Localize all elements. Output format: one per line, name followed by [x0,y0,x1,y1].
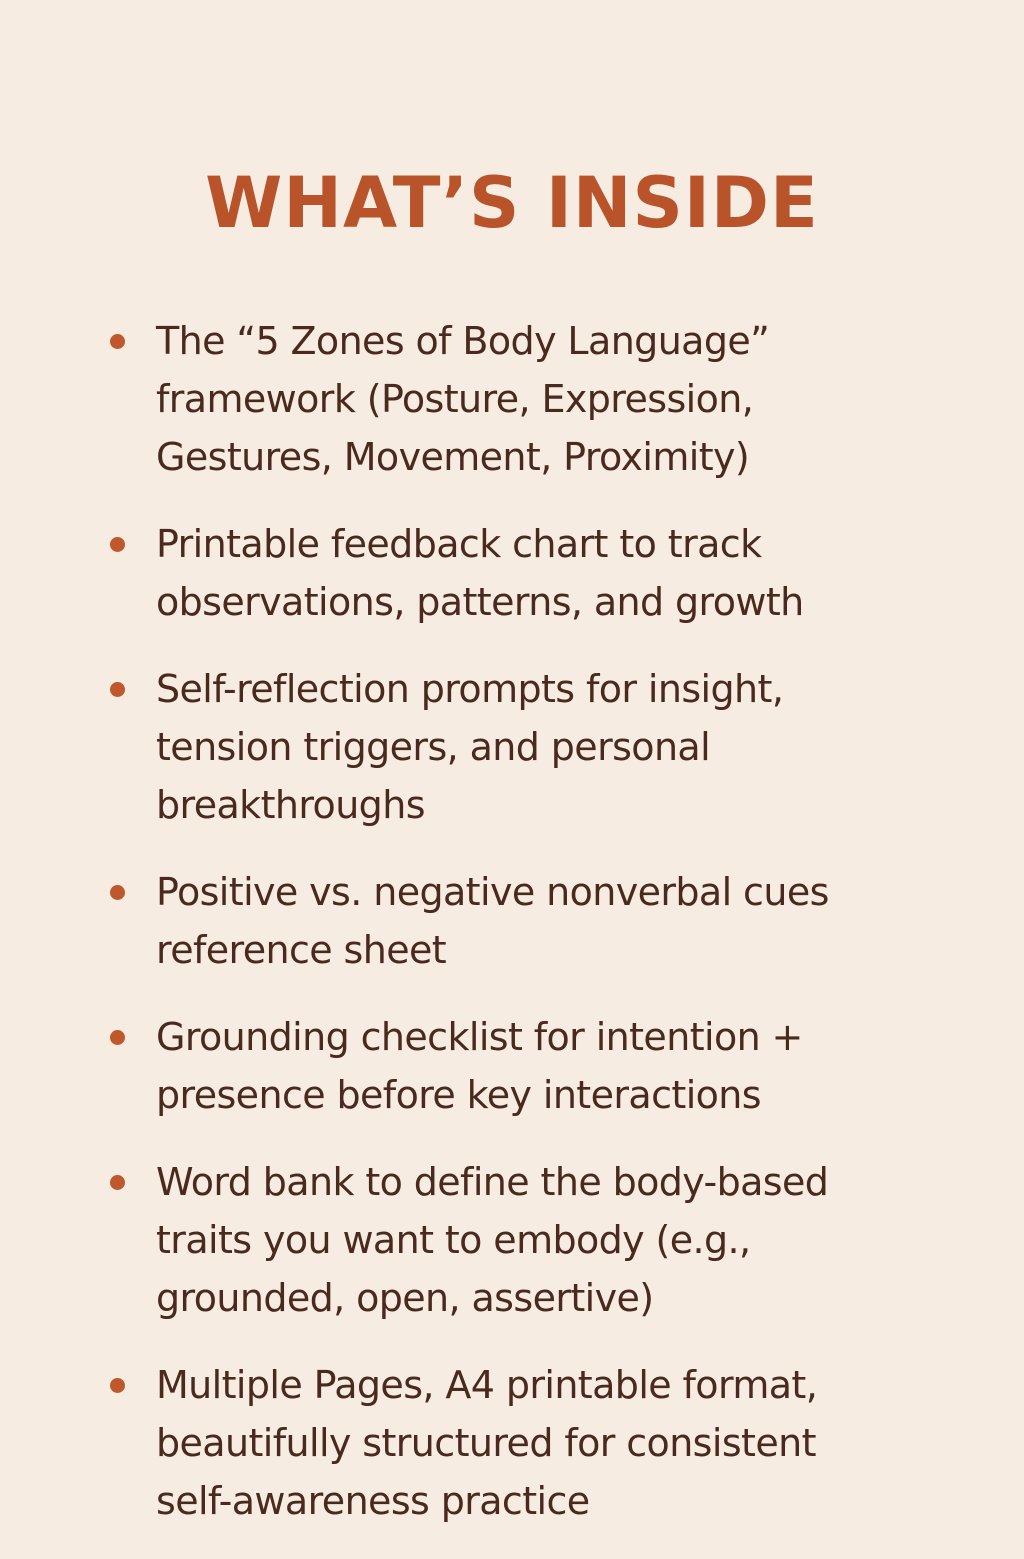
list-item-line: Gestures, Movement, Proximity) [156,435,750,479]
list-item [108,312,1008,486]
list-item-line: Positive vs. negative nonverbal cues [156,870,829,914]
list-item-line: traits you want to embody (e.g., [156,1218,751,1262]
page-title: WHAT’S INSIDE [205,162,819,244]
list-item [108,1008,1008,1124]
list-item-line: Word bank to define the body-based [156,1160,829,1204]
list-item-line: grounded, open, assertive) [156,1276,654,1320]
list-item-line: Self-reflection prompts for insight, [156,667,784,711]
list-item [108,863,1008,979]
bullet-icon [110,1030,125,1045]
list-item-line: beautifully structured for consistent [156,1421,816,1465]
list-item-line: reference sheet [156,928,447,972]
bullet-icon [110,537,125,552]
list-item-line: tension triggers, and personal [156,725,711,769]
bullet-icon [110,1378,125,1393]
list-item-line: Printable feedback chart to track [156,522,762,566]
list-item-line: breakthroughs [156,783,425,827]
list-item-line: The “5 Zones of Body Language” [156,319,770,363]
bullet-icon [110,334,125,349]
list-item [108,515,1008,631]
bullet-icon [110,1175,125,1190]
list-item-line: observations, patterns, and growth [156,580,804,624]
list-item [108,1356,1008,1530]
list-item-line: self-awareness practice [156,1479,590,1523]
list-item-line: presence before key interactions [156,1073,761,1117]
bullet-icon [110,682,125,697]
list-item [108,1153,1008,1327]
list-item-line: Multiple Pages, A4 printable format, [156,1363,818,1407]
bullet-icon [110,885,125,900]
list-item-line: Grounding checklist for intention + [156,1015,803,1059]
feature-list [108,312,1008,1559]
list-item [108,660,1008,834]
list-item-line: framework (Posture, Expression, [156,377,754,421]
